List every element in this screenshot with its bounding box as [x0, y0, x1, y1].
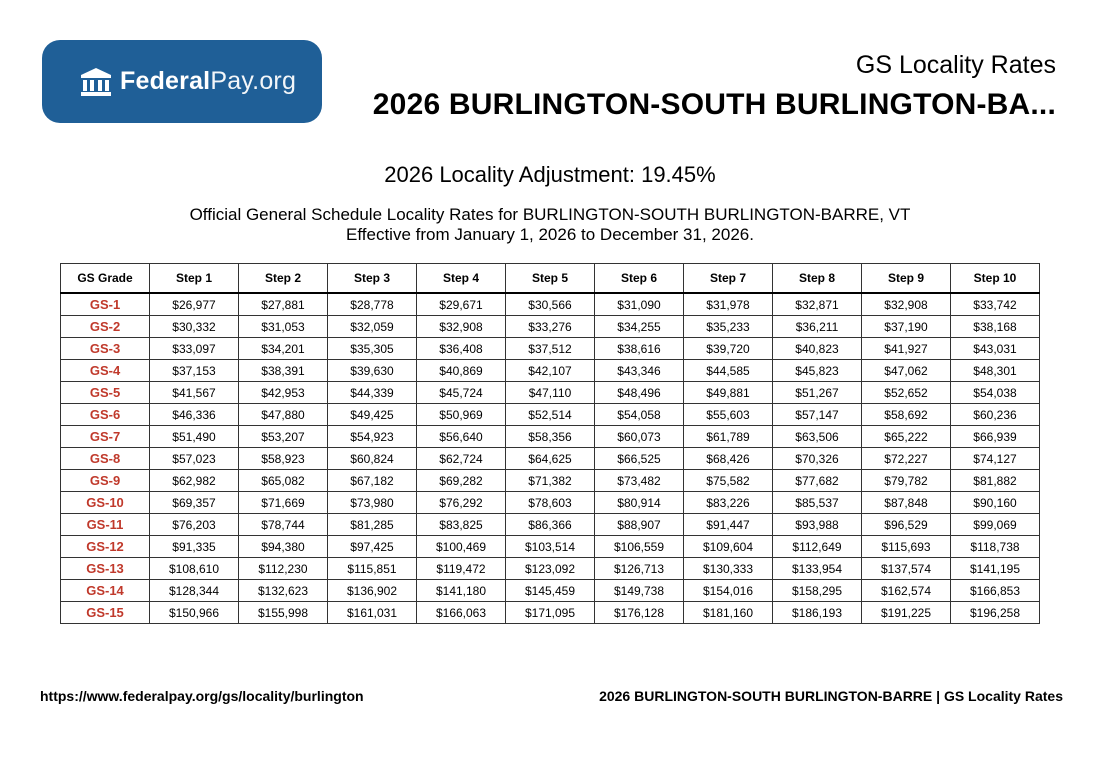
rate-cell: $83,226 — [684, 492, 773, 514]
rate-cell: $63,506 — [773, 426, 862, 448]
rate-cell: $40,823 — [773, 338, 862, 360]
rate-cell: $166,063 — [417, 602, 506, 624]
rate-cell: $128,344 — [150, 580, 239, 602]
grade-cell: GS-3 — [61, 338, 150, 360]
rate-cell: $96,529 — [862, 514, 951, 536]
rate-cell: $141,180 — [417, 580, 506, 602]
rate-cell: $86,366 — [506, 514, 595, 536]
locality-rates-table — [60, 263, 1040, 624]
rate-cell: $126,713 — [595, 558, 684, 580]
rate-cell: $39,630 — [328, 360, 417, 382]
rate-cell: $112,649 — [773, 536, 862, 558]
rate-cell: $47,110 — [506, 382, 595, 404]
rate-cell: $176,128 — [595, 602, 684, 624]
table-row — [61, 382, 1040, 404]
logo-brand-light: Pay.org — [210, 67, 297, 95]
rate-cell: $47,062 — [862, 360, 951, 382]
grade-cell: GS-6 — [61, 404, 150, 426]
rate-cell: $49,425 — [328, 404, 417, 426]
description-line-2: Effective from January 1, 2026 to December 31, 2026. — [346, 225, 754, 244]
grade-cell: GS-10 — [61, 492, 150, 514]
rate-cell: $62,982 — [150, 470, 239, 492]
rate-cell: $32,908 — [862, 293, 951, 316]
rate-cell: $123,092 — [506, 558, 595, 580]
grade-cell: GS-1 — [61, 293, 150, 316]
table-row — [61, 448, 1040, 470]
rate-cell: $43,031 — [951, 338, 1040, 360]
rate-cell: $91,335 — [150, 536, 239, 558]
rate-cell: $141,195 — [951, 558, 1040, 580]
grade-cell: GS-2 — [61, 316, 150, 338]
rate-cell: $136,902 — [328, 580, 417, 602]
rate-cell: $40,869 — [417, 360, 506, 382]
rate-cell: $158,295 — [773, 580, 862, 602]
rate-cell: $32,871 — [773, 293, 862, 316]
grade-cell: GS-5 — [61, 382, 150, 404]
rate-cell: $118,738 — [951, 536, 1040, 558]
rate-cell: $88,907 — [595, 514, 684, 536]
rate-cell: $62,724 — [417, 448, 506, 470]
column-header-step-4: Step 4 — [417, 264, 506, 294]
rate-cell: $57,023 — [150, 448, 239, 470]
rate-cell: $45,724 — [417, 382, 506, 404]
rate-cell: $145,459 — [506, 580, 595, 602]
rate-cell: $65,222 — [862, 426, 951, 448]
rate-cell: $33,742 — [951, 293, 1040, 316]
rate-cell: $115,693 — [862, 536, 951, 558]
grade-cell: GS-8 — [61, 448, 150, 470]
page-title: 2026 BURLINGTON-SOUTH BURLINGTON-BA... — [372, 88, 1056, 121]
grade-cell: GS-11 — [61, 514, 150, 536]
rate-cell: $106,559 — [595, 536, 684, 558]
federalpay-logo[interactable] — [42, 40, 322, 123]
rate-cell: $181,160 — [684, 602, 773, 624]
column-header-step-5: Step 5 — [506, 264, 595, 294]
rate-cell: $69,357 — [150, 492, 239, 514]
rate-cell: $43,346 — [595, 360, 684, 382]
rate-cell: $112,230 — [239, 558, 328, 580]
rate-cell: $99,069 — [951, 514, 1040, 536]
table-row — [61, 338, 1040, 360]
rate-cell: $55,603 — [684, 404, 773, 426]
rate-cell: $108,610 — [150, 558, 239, 580]
rate-cell: $53,207 — [239, 426, 328, 448]
rate-cell: $64,625 — [506, 448, 595, 470]
rate-cell: $66,939 — [951, 426, 1040, 448]
rate-cell: $71,669 — [239, 492, 328, 514]
grade-cell: GS-13 — [61, 558, 150, 580]
rate-cell: $97,425 — [328, 536, 417, 558]
rate-cell: $72,227 — [862, 448, 951, 470]
table-row — [61, 293, 1040, 316]
rate-cell: $81,882 — [951, 470, 1040, 492]
column-header-step-9: Step 9 — [862, 264, 951, 294]
rate-cell: $30,566 — [506, 293, 595, 316]
rate-cell: $69,282 — [417, 470, 506, 492]
grade-cell: GS-14 — [61, 580, 150, 602]
rate-cell: $50,969 — [417, 404, 506, 426]
table-header-row — [61, 264, 1040, 294]
rate-cell: $57,147 — [773, 404, 862, 426]
rate-cell: $38,391 — [239, 360, 328, 382]
rate-cell: $93,988 — [773, 514, 862, 536]
rate-cell: $60,073 — [595, 426, 684, 448]
table-row — [61, 470, 1040, 492]
rate-cell: $137,574 — [862, 558, 951, 580]
rate-cell: $79,782 — [862, 470, 951, 492]
rate-cell: $41,567 — [150, 382, 239, 404]
rate-cell: $54,058 — [595, 404, 684, 426]
rate-cell: $85,537 — [773, 492, 862, 514]
rate-cell: $70,326 — [773, 448, 862, 470]
rate-cell: $80,914 — [595, 492, 684, 514]
rate-cell: $35,305 — [328, 338, 417, 360]
rate-cell: $150,966 — [150, 602, 239, 624]
rate-cell: $119,472 — [417, 558, 506, 580]
rate-cell: $66,525 — [595, 448, 684, 470]
rate-cell: $51,490 — [150, 426, 239, 448]
rate-cell: $73,482 — [595, 470, 684, 492]
rate-cell: $56,640 — [417, 426, 506, 448]
rate-cell: $38,616 — [595, 338, 684, 360]
rate-cell: $29,671 — [417, 293, 506, 316]
column-header-step-1: Step 1 — [150, 264, 239, 294]
rate-cell: $34,255 — [595, 316, 684, 338]
column-header-grade: GS Grade — [61, 264, 150, 294]
rate-cell: $75,582 — [684, 470, 773, 492]
rate-cell: $109,604 — [684, 536, 773, 558]
rate-cell: $35,233 — [684, 316, 773, 338]
rate-cell: $91,447 — [684, 514, 773, 536]
rate-cell: $149,738 — [595, 580, 684, 602]
rate-cell: $65,082 — [239, 470, 328, 492]
table-row — [61, 404, 1040, 426]
rate-cell: $83,825 — [417, 514, 506, 536]
rate-cell: $133,954 — [773, 558, 862, 580]
table-row — [61, 514, 1040, 536]
rate-cell: $44,339 — [328, 382, 417, 404]
rate-cell: $191,225 — [862, 602, 951, 624]
table-description — [0, 205, 1100, 245]
rate-cell: $46,336 — [150, 404, 239, 426]
rate-cell: $52,652 — [862, 382, 951, 404]
rate-cell: $34,201 — [239, 338, 328, 360]
rate-cell: $42,953 — [239, 382, 328, 404]
grade-cell: GS-7 — [61, 426, 150, 448]
footer-caption: 2026 BURLINGTON-SOUTH BURLINGTON-BARRE | GS Locality Rates — [599, 688, 1063, 704]
table-row — [61, 316, 1040, 338]
rate-cell: $52,514 — [506, 404, 595, 426]
description-line-1: Official General Schedule Locality Rates for BURLINGTON-SOUTH BURLINGTON-BARRE, VT — [189, 205, 911, 224]
table-row — [61, 580, 1040, 602]
rate-cell: $37,512 — [506, 338, 595, 360]
rate-cell: $161,031 — [328, 602, 417, 624]
rate-cell: $38,168 — [951, 316, 1040, 338]
table-row — [61, 426, 1040, 448]
rate-cell: $45,823 — [773, 360, 862, 382]
rate-cell: $100,469 — [417, 536, 506, 558]
column-header-step-10: Step 10 — [951, 264, 1040, 294]
rate-cell: $162,574 — [862, 580, 951, 602]
grade-cell: GS-9 — [61, 470, 150, 492]
rate-cell: $196,258 — [951, 602, 1040, 624]
rate-cell: $68,426 — [684, 448, 773, 470]
rate-cell: $47,880 — [239, 404, 328, 426]
page-header — [373, 50, 1056, 125]
rate-cell: $36,408 — [417, 338, 506, 360]
rate-cell: $76,203 — [150, 514, 239, 536]
column-header-step-8: Step 8 — [773, 264, 862, 294]
rate-cell: $115,851 — [328, 558, 417, 580]
rate-cell: $33,097 — [150, 338, 239, 360]
rate-cell: $155,998 — [239, 602, 328, 624]
column-header-step-2: Step 2 — [239, 264, 328, 294]
rate-cell: $71,382 — [506, 470, 595, 492]
rate-cell: $74,127 — [951, 448, 1040, 470]
rate-cell: $44,585 — [684, 360, 773, 382]
rate-cell: $67,182 — [328, 470, 417, 492]
rate-cell: $87,848 — [862, 492, 951, 514]
rate-cell: $77,682 — [773, 470, 862, 492]
rate-cell: $166,853 — [951, 580, 1040, 602]
rate-cell: $30,332 — [150, 316, 239, 338]
rate-cell: $42,107 — [506, 360, 595, 382]
rate-cell: $94,380 — [239, 536, 328, 558]
rate-cell: $49,881 — [684, 382, 773, 404]
rate-cell: $81,285 — [328, 514, 417, 536]
grade-cell: GS-12 — [61, 536, 150, 558]
rate-cell: $37,153 — [150, 360, 239, 382]
column-header-step-7: Step 7 — [684, 264, 773, 294]
rate-cell: $32,908 — [417, 316, 506, 338]
rate-cell: $90,160 — [951, 492, 1040, 514]
rate-cell: $37,190 — [862, 316, 951, 338]
rate-cell: $31,053 — [239, 316, 328, 338]
rate-cell: $31,090 — [595, 293, 684, 316]
rate-cell: $58,356 — [506, 426, 595, 448]
rate-cell: $130,333 — [684, 558, 773, 580]
rate-cell: $32,059 — [328, 316, 417, 338]
rate-cell: $78,744 — [239, 514, 328, 536]
column-header-step-6: Step 6 — [595, 264, 684, 294]
rate-cell: $33,276 — [506, 316, 595, 338]
rate-cell: $41,927 — [862, 338, 951, 360]
rate-cell: $54,923 — [328, 426, 417, 448]
rate-cell: $54,038 — [951, 382, 1040, 404]
locality-adjustment: 2026 Locality Adjustment: 19.45% — [384, 162, 716, 187]
bank-building-icon — [80, 67, 112, 97]
rate-cell: $51,267 — [773, 382, 862, 404]
table-row — [61, 602, 1040, 624]
rate-cell: $28,778 — [328, 293, 417, 316]
grade-cell: GS-15 — [61, 602, 150, 624]
rate-cell: $78,603 — [506, 492, 595, 514]
table-row — [61, 558, 1040, 580]
rate-cell: $39,720 — [684, 338, 773, 360]
rate-cell: $58,692 — [862, 404, 951, 426]
rate-cell: $26,977 — [150, 293, 239, 316]
grade-cell: GS-4 — [61, 360, 150, 382]
rate-cell: $103,514 — [506, 536, 595, 558]
table-row — [61, 536, 1040, 558]
table-row — [61, 360, 1040, 382]
header-subtitle: GS Locality Rates — [855, 51, 1056, 79]
rate-cell: $73,980 — [328, 492, 417, 514]
rate-cell: $31,978 — [684, 293, 773, 316]
rate-cell: $48,496 — [595, 382, 684, 404]
footer-url[interactable]: https://www.federalpay.org/gs/locality/burlington — [40, 688, 364, 704]
rate-cell: $60,824 — [328, 448, 417, 470]
rate-cell: $27,881 — [239, 293, 328, 316]
rate-cell: $48,301 — [951, 360, 1040, 382]
logo-wordmark — [120, 69, 296, 94]
column-header-step-3: Step 3 — [328, 264, 417, 294]
rate-cell: $36,211 — [773, 316, 862, 338]
rate-cell: $58,923 — [239, 448, 328, 470]
rate-cell: $171,095 — [506, 602, 595, 624]
rate-cell: $61,789 — [684, 426, 773, 448]
table-body — [61, 293, 1040, 624]
table-row — [61, 492, 1040, 514]
logo-brand-bold: Federal — [120, 67, 211, 95]
rate-cell: $76,292 — [417, 492, 506, 514]
rate-cell: $154,016 — [684, 580, 773, 602]
rate-cell: $132,623 — [239, 580, 328, 602]
rate-cell: $60,236 — [951, 404, 1040, 426]
rate-cell: $186,193 — [773, 602, 862, 624]
